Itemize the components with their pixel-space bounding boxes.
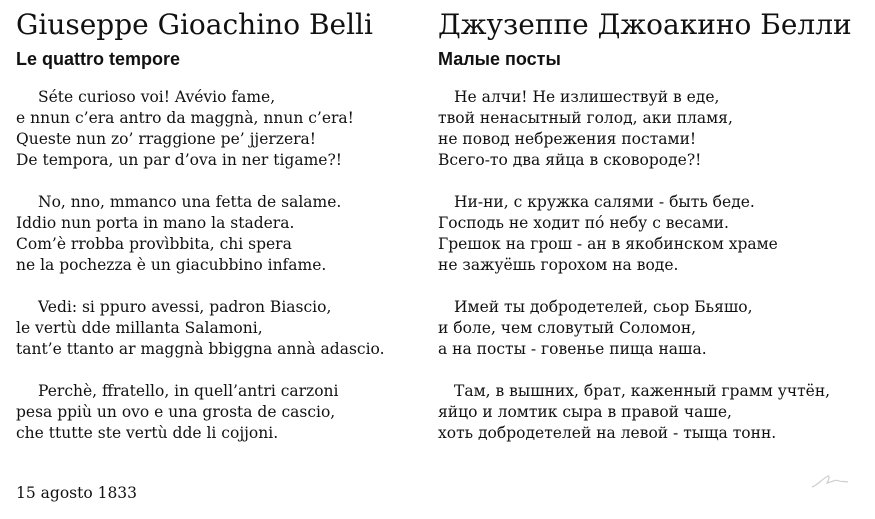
russian-stanza-1: [438, 87, 868, 171]
italian-author: Giuseppe Gioachino Belli: [16, 8, 373, 41]
poem-line: и боле, чем словутый Соломон,: [438, 319, 697, 337]
russian-poem-title: Малые посты: [438, 49, 561, 69]
poem-line: Всего-то два яйца в сковороде?!: [438, 151, 702, 169]
poem-date: 15 agosto 1833: [16, 484, 138, 502]
poem-line: Vedi: si ppuro avessi, padron Biascio,: [38, 298, 332, 316]
poem-line: No, nno, mmanco una fetta de salame.: [38, 193, 342, 211]
poem-line: твой ненасытный голод, аки пламя,: [438, 109, 733, 127]
poem-line: ne la pochezza è un giacubbino infame.: [16, 256, 327, 274]
poem-line: pesa ppiù un ovo e una grosta de cascio,: [16, 403, 336, 421]
russian-stanza-4: [438, 381, 868, 444]
poem-line: tant’e ttanto ar maggnà bbiggna annà adascio.: [16, 340, 385, 358]
poem-line: Господь не ходит пó небу с весами.: [438, 214, 729, 232]
poem-line: De tempora, un par d’ova in ner tigame?!: [16, 151, 342, 169]
poem-line: Séte curioso voi! Avévio fame,: [38, 88, 276, 106]
poem-line: не повод небрежения постами!: [438, 130, 697, 148]
poem-line: e nnun c’era antro da maggnà, nnun c’era!: [16, 109, 354, 127]
russian-poem: [438, 87, 868, 444]
poem-line: Там, в вышних, брат, каженный грамм учтён,: [454, 382, 831, 400]
poem-line: Ни-ни, с кружка салями - быть беде.: [454, 193, 755, 211]
poem-line: Queste nun zo’ rraggione pe’ jjerzera!: [16, 130, 317, 148]
poem-line: Грешок на грош - ан в якобинском храме: [438, 235, 778, 253]
poem-line: Perchè, ffratello, in quell’antri carzoni: [38, 382, 339, 400]
poem-line: Имей ты добродетелей, сьор Бьяшо,: [454, 298, 753, 316]
italian-poem-title: Le quattro tempore: [16, 49, 181, 69]
russian-stanza-2: [438, 192, 868, 276]
poem-line: хоть добродетелей на левой - тыща тонн.: [438, 424, 777, 442]
italian-stanza-1: [16, 87, 416, 171]
poem-line: яйцо и ломтик сыра в правой чаше,: [438, 403, 732, 421]
poem-line: le vertù dde millanta Salamoni,: [16, 319, 263, 337]
russian-stanza-3: [438, 297, 868, 360]
italian-poem: [16, 87, 416, 444]
italian-stanza-4: [16, 381, 416, 444]
poem-line: не зажуёшь горохом на воде.: [438, 256, 679, 274]
poem-line: Iddio nun porta in mano la stadera.: [16, 214, 295, 232]
poem-line: Com’è rrobba provìbbita, chi spera: [16, 235, 292, 253]
signature-icon: [808, 470, 852, 492]
russian-column: [438, 0, 868, 465]
italian-stanza-3: [16, 297, 416, 360]
poem-line: Не алчи! Не излишествуй в еде,: [454, 88, 720, 106]
russian-author: Джузеппе Джоакино Белли: [438, 8, 852, 41]
poem-line: che ttutte ste vertù dde li cojjoni.: [16, 424, 279, 442]
italian-stanza-2: [16, 192, 416, 276]
italian-column: [16, 0, 416, 465]
poem-line: а на посты - говенье пища наша.: [438, 340, 707, 358]
